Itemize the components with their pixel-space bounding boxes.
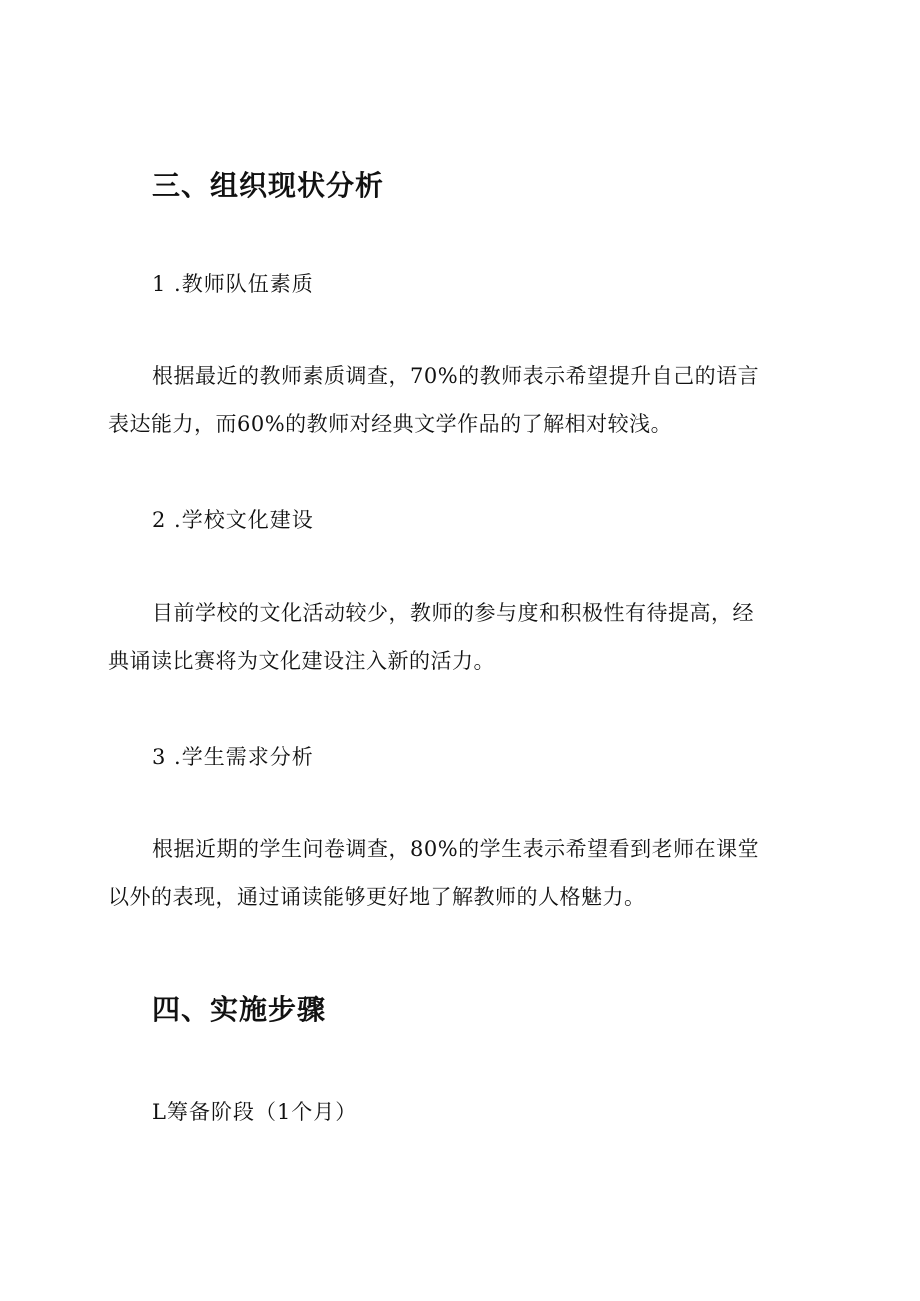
paragraph: [108, 825, 808, 921]
paragraph-line: 表达能力，而60%的教师对经典文学作品的了解相对较浅。: [108, 412, 673, 436]
subsection-title: 1 .教师队伍素质: [152, 272, 314, 296]
paragraph-line: 典诵读比赛将为文化建设注入新的活力。: [108, 649, 495, 673]
subsection-title: 2 .学校文化建设: [152, 508, 314, 532]
paragraph-line: 根据近期的学生问卷调查，80%的学生表示希望看到老师在课堂: [152, 837, 760, 861]
section-heading: 四、实施步骤: [152, 993, 327, 1026]
paragraph-line: 根据最近的教师素质调查，70%的教师表示希望提升自己的语言: [152, 364, 760, 388]
subsection-title: L筹备阶段（1个月）: [152, 1100, 358, 1124]
paragraph-line: 以外的表现，通过诵读能够更好地了解教师的人格魅力。: [108, 885, 646, 909]
paragraph-line: 目前学校的文化活动较少，教师的参与度和积极性有待提高，经: [152, 601, 754, 625]
paragraph: [108, 589, 808, 685]
paragraph: [108, 352, 808, 448]
section-heading: 三、组织现状分析: [152, 169, 385, 202]
subsection-title: 3 .学生需求分析: [152, 745, 314, 769]
